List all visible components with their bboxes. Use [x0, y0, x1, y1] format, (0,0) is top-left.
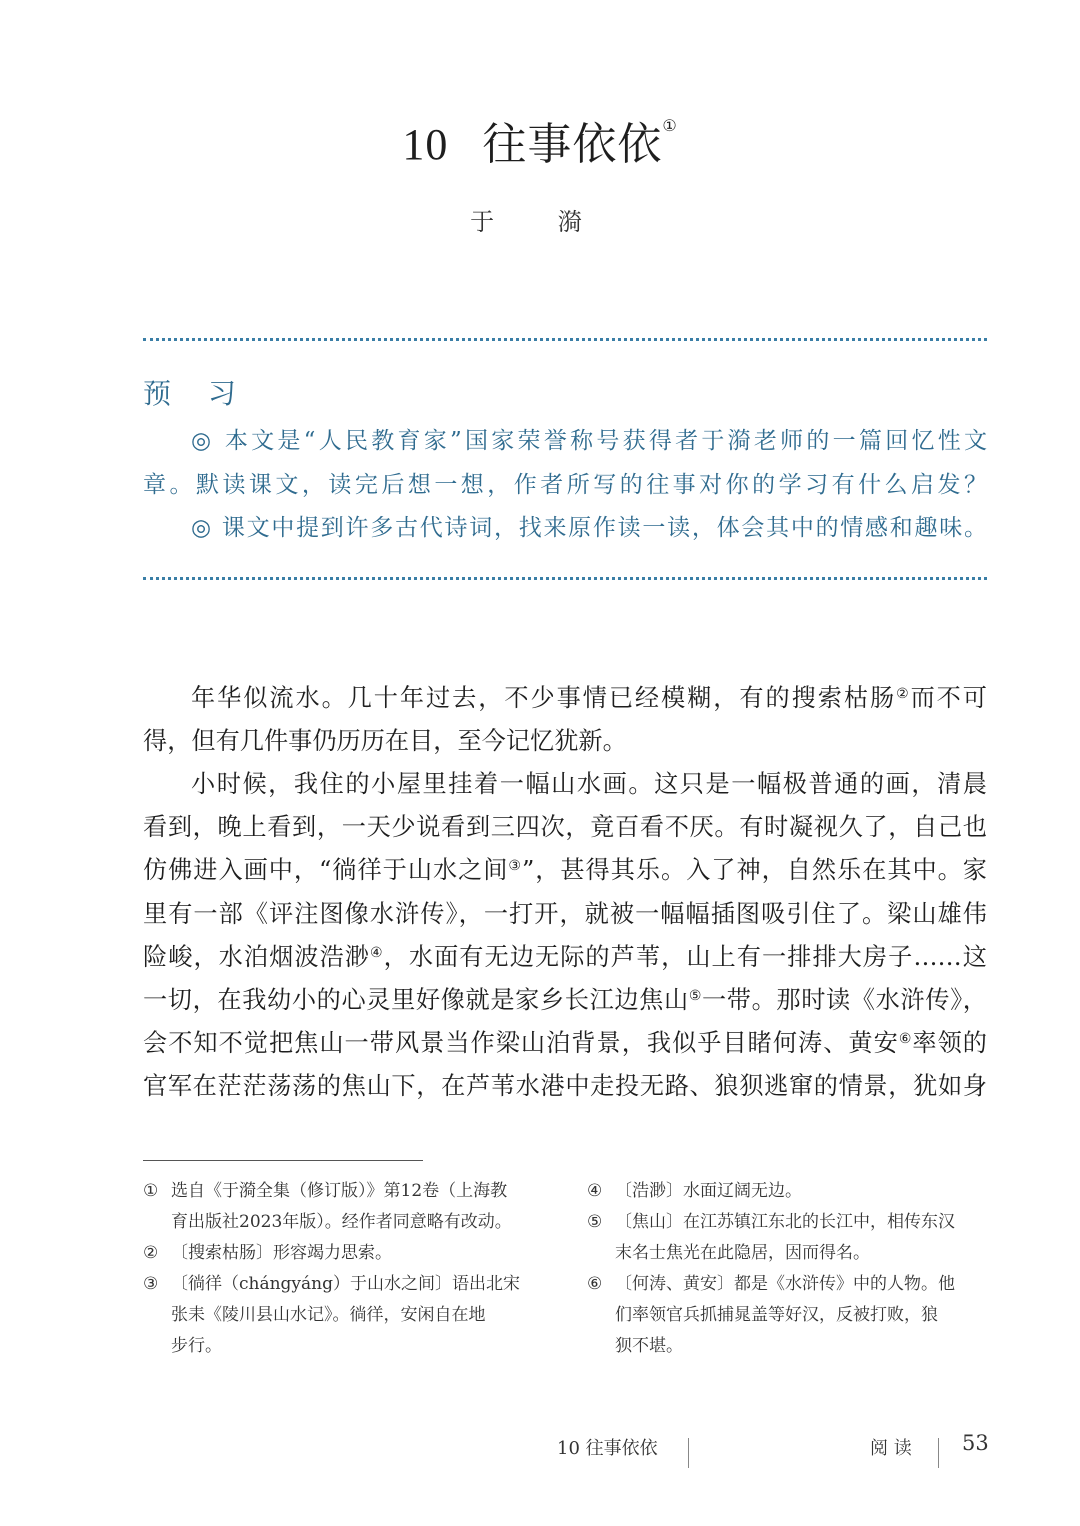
- divider-top: [143, 338, 987, 341]
- footnote-marker[interactable]: ③: [508, 858, 522, 874]
- footnote: [587, 1207, 997, 1269]
- lesson-title-text: 往事依依: [482, 119, 663, 170]
- body-line: [143, 1066, 987, 1101]
- footnote-number: ③: [143, 1274, 159, 1294]
- footnote-number: ④: [587, 1181, 603, 1201]
- body-text-segment: 年华似流水。几十年过去，不少事情已经模糊，有的搜索枯肠: [191, 684, 897, 712]
- body-line: [143, 721, 987, 756]
- footnote-line: 育出版社2023年版）。经作者同意略有改动。: [171, 1212, 512, 1232]
- body-text-segment: 一带。那时读《水浒传》，: [702, 986, 987, 1014]
- body-text-segment: 率领的: [912, 1029, 987, 1057]
- body-text-segment: 里有一部《评注图像水浒传》，一打开，就被一幅幅插图吸引住了。梁山雄伟: [143, 900, 987, 928]
- footnote: [143, 1176, 553, 1238]
- body-line: [143, 894, 987, 929]
- body-text-segment: 看到，晚上看到，一天少说看到三四次，竟百看不厌。有时凝视久了，自己也: [143, 813, 987, 841]
- footnote-marker[interactable]: ⑤: [688, 988, 702, 1004]
- body-line: [143, 678, 987, 713]
- body-line: [143, 764, 987, 799]
- footer-unit: 阅 读: [870, 1438, 912, 1459]
- body-line: [143, 937, 987, 972]
- body-text-segment: 官军在茫茫荡荡的焦山下，在芦苇水港中走投无路、狼狈逃窜的情景，犹如身: [143, 1072, 987, 1100]
- lesson-number: 10: [402, 120, 449, 169]
- footnote: [587, 1176, 997, 1207]
- preview-line: ◎ 本文是“人民教育家”国家荣誉称号获得者于漪老师的一篇回忆性文: [191, 428, 987, 454]
- footnote-line: 狈不堪。: [615, 1336, 683, 1356]
- title-footnote-marker: ①: [662, 116, 678, 135]
- footnote-line: 步行。: [171, 1336, 222, 1356]
- footnote-line: 张耒《陵川县山水记》。徜徉，安闲自在地: [171, 1305, 486, 1325]
- footnote-line: 〔浩渺〕水面辽阔无边。: [615, 1181, 802, 1201]
- footnote-line: 〔搜索枯肠〕形容竭力思索。: [171, 1243, 392, 1263]
- body-line: [143, 1023, 987, 1058]
- body-text-segment: 得，但有几件事仍历历在目，至今记忆犹新。: [143, 727, 627, 755]
- body-text-segment: 仿佛进入画中，“徜徉于山水之间: [143, 856, 509, 884]
- footnote-marker[interactable]: ④: [370, 945, 384, 961]
- footnote: [587, 1269, 997, 1362]
- body-text-segment: ，水面有无边无际的芦苇，山上有一排排大房子……这: [383, 943, 987, 971]
- divider-bottom: [143, 577, 987, 580]
- footer-divider: [688, 1438, 689, 1468]
- footnote-line: 选自《于漪全集（修订版）》第12卷（上海教: [171, 1181, 508, 1201]
- body-text-segment: 一切，在我幼小的心灵里好像就是家乡长江边焦山: [143, 986, 689, 1014]
- footer-divider: [938, 1438, 939, 1468]
- footnote-number: ①: [143, 1181, 159, 1201]
- footnote-rule: [143, 1160, 423, 1161]
- footnote-line: 末名士焦光在此隐居，因而得名。: [615, 1243, 870, 1263]
- body-text-segment: ”，甚得其乐。入了神，自然乐在其中。家: [521, 856, 987, 884]
- lesson-title: [0, 108, 1080, 172]
- body-line: [143, 807, 987, 842]
- footnote-number: ⑥: [587, 1274, 603, 1294]
- preview-line: 章。默读课文，读完后想一想，作者所写的往事对你的学习有什么启发？: [143, 472, 987, 498]
- preview-heading: 预 习: [143, 377, 250, 410]
- footnotes-right: [587, 1176, 997, 1362]
- preview-line: ◎ 课文中提到许多古代诗词，找来原作读一读，体会其中的情感和趣味。: [191, 515, 987, 541]
- footnote: [143, 1238, 553, 1269]
- author: 于 漪: [470, 208, 610, 236]
- body-text-segment: 而不可: [910, 684, 987, 712]
- footnote-line: 〔何涛、黄安〕都是《水浒传》中的人物。他: [615, 1274, 955, 1294]
- footnote-line: 〔徜徉（chángyáng）于山水之间〕语出北宋: [171, 1274, 521, 1294]
- footnote: [143, 1269, 553, 1362]
- footnote-line: 们率领官兵抓捕晁盖等好汉，反被打败，狼: [615, 1305, 938, 1325]
- footnote-marker[interactable]: ⑥: [898, 1031, 913, 1047]
- footnote-marker[interactable]: ②: [896, 686, 911, 702]
- body-line: [143, 980, 987, 1015]
- page-number: 53: [962, 1431, 989, 1455]
- footnotes-left: [143, 1176, 553, 1362]
- footnote-line: 〔焦山〕在江苏镇江东北的长江中，相传东汉: [615, 1212, 955, 1232]
- body-text-segment: 险峻，水泊烟波浩渺: [143, 943, 371, 971]
- footer-lesson: 10 往事依依: [557, 1438, 658, 1459]
- body-line: [143, 850, 987, 885]
- body-text-segment: 会不知不觉把焦山一带风景当作梁山泊背景，我似乎目睹何涛、黄安: [143, 1029, 899, 1057]
- body-text-segment: 小时候，我住的小屋里挂着一幅山水画。这只是一幅极普通的画，清晨: [191, 770, 987, 798]
- footnote-number: ②: [143, 1243, 159, 1263]
- footnote-number: ⑤: [587, 1212, 603, 1232]
